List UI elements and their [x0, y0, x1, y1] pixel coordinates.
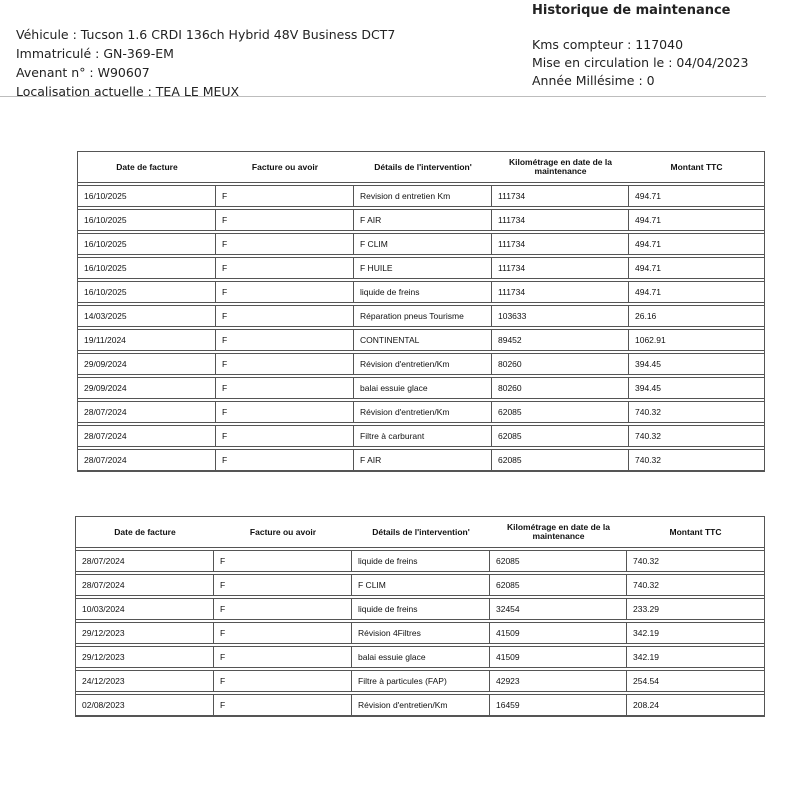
- amount-cell: 1062.91: [629, 329, 764, 351]
- invoice-type-cell: F: [216, 353, 354, 375]
- mileage-cell: 111734: [492, 209, 629, 231]
- amount-cell: 494.71: [629, 281, 764, 303]
- mileage-cell: 80260: [492, 377, 629, 399]
- invoice-type-cell: F: [216, 305, 354, 327]
- mileage-cell: 16459: [490, 694, 627, 716]
- mileage-cell: 111734: [492, 281, 629, 303]
- table-header-row: [76, 517, 764, 548]
- invoice-date-cell: 28/07/2024: [78, 401, 216, 423]
- invoice-date-cell: 19/11/2024: [78, 329, 216, 351]
- intervention-details-cell: balai essuie glace: [352, 646, 490, 668]
- intervention-details-cell: F AIR: [354, 209, 492, 231]
- table-row: [78, 209, 764, 231]
- column-header-amount: Montant TTC: [629, 152, 764, 183]
- mileage-cell: 41509: [490, 646, 627, 668]
- table-row: [78, 257, 764, 279]
- invoice-type-cell: F: [216, 281, 354, 303]
- column-header-mileage: Kilométrage en date de la maintenance: [492, 152, 629, 183]
- invoice-type-cell: F: [216, 329, 354, 351]
- invoice-date-cell: 10/03/2024: [76, 598, 214, 620]
- table-row: [78, 449, 764, 471]
- intervention-details-cell: Révision d'entretien/Km: [354, 401, 492, 423]
- table-header-row: [78, 152, 764, 183]
- amount-cell: 494.71: [629, 185, 764, 207]
- registration-date: Mise en circulation le : 04/04/2023: [532, 55, 749, 70]
- invoice-type-cell: F: [216, 185, 354, 207]
- invoice-type-cell: F: [216, 425, 354, 447]
- column-header-invoice-type: Facture ou avoir: [216, 152, 354, 183]
- table-row: [78, 281, 764, 303]
- intervention-details-cell: Révision 4Filtres: [352, 622, 490, 644]
- invoice-type-cell: F: [216, 401, 354, 423]
- invoice-date-cell: 28/07/2024: [76, 574, 214, 596]
- intervention-details-cell: liquide de freins: [352, 550, 490, 572]
- invoice-date-cell: 16/10/2025: [78, 185, 216, 207]
- column-header-mileage: Kilométrage en date de la maintenance: [490, 517, 627, 548]
- invoice-date-cell: 29/12/2023: [76, 646, 214, 668]
- column-header-invoice-date: Date de facture: [76, 517, 214, 548]
- amount-cell: 740.32: [627, 574, 764, 596]
- table-row: [76, 670, 764, 692]
- intervention-details-cell: F AIR: [354, 449, 492, 471]
- maintenance-history-summary: [532, 2, 748, 90]
- table-row: [78, 329, 764, 351]
- intervention-details-cell: liquide de freins: [354, 281, 492, 303]
- invoice-type-cell: F: [216, 377, 354, 399]
- table-row: [76, 598, 764, 620]
- invoice-date-cell: 16/10/2025: [78, 257, 216, 279]
- invoice-date-cell: 28/07/2024: [76, 550, 214, 572]
- amount-cell: 494.71: [629, 233, 764, 255]
- intervention-details-cell: Revision d entretien Km: [354, 185, 492, 207]
- invoice-type-cell: F: [214, 622, 352, 644]
- invoice-date-cell: 29/09/2024: [78, 377, 216, 399]
- invoice-type-cell: F: [214, 670, 352, 692]
- header-divider: [0, 96, 766, 97]
- invoice-date-cell: 16/10/2025: [78, 281, 216, 303]
- intervention-details-cell: F HUILE: [354, 257, 492, 279]
- column-header-intervention-details: Détails de l'intervention': [354, 152, 492, 183]
- amount-cell: 394.45: [629, 353, 764, 375]
- table-row: [76, 646, 764, 668]
- mileage-cell: 89452: [492, 329, 629, 351]
- mileage-cell: 62085: [490, 550, 627, 572]
- invoice-date-cell: 29/12/2023: [76, 622, 214, 644]
- amount-cell: 740.32: [629, 449, 764, 471]
- vehicle-location: Localisation actuelle : TEA LE MEUX: [16, 84, 240, 99]
- table-row: [78, 377, 764, 399]
- mileage-cell: 111734: [492, 185, 629, 207]
- table-body: [78, 183, 764, 471]
- invoice-date-cell: 29/09/2024: [78, 353, 216, 375]
- amount-cell: 740.32: [627, 550, 764, 572]
- amount-cell: 254.54: [627, 670, 764, 692]
- intervention-details-cell: Révision d'entretien/Km: [352, 694, 490, 716]
- intervention-details-cell: liquide de freins: [352, 598, 490, 620]
- intervention-details-cell: Filtre à particules (FAP): [352, 670, 490, 692]
- vehicle-registration: Immatriculé : GN-369-EM: [16, 46, 174, 61]
- amount-cell: 208.24: [627, 694, 764, 716]
- odometer-reading: Kms compteur : 117040: [532, 37, 684, 52]
- column-header-amount: Montant TTC: [627, 517, 764, 548]
- mileage-cell: 111734: [492, 233, 629, 255]
- intervention-details-cell: Réparation pneus Tourisme: [354, 305, 492, 327]
- intervention-details-cell: CONTINENTAL: [354, 329, 492, 351]
- maintenance-table-2: [75, 516, 765, 717]
- invoice-type-cell: F: [214, 574, 352, 596]
- mileage-cell: 32454: [490, 598, 627, 620]
- invoice-type-cell: F: [216, 233, 354, 255]
- amount-cell: 740.32: [629, 425, 764, 447]
- invoice-type-cell: F: [216, 257, 354, 279]
- invoice-type-cell: F: [214, 598, 352, 620]
- table-row: [78, 401, 764, 423]
- table-row: [78, 425, 764, 447]
- column-header-invoice-date: Date de facture: [78, 152, 216, 183]
- mileage-cell: 42923: [490, 670, 627, 692]
- invoice-type-cell: F: [214, 694, 352, 716]
- vehicle-amendment: Avenant n° : W90607: [16, 65, 150, 80]
- mileage-cell: 62085: [490, 574, 627, 596]
- invoice-date-cell: 14/03/2025: [78, 305, 216, 327]
- intervention-details-cell: Filtre à carburant: [354, 425, 492, 447]
- intervention-details-cell: F CLIM: [352, 574, 490, 596]
- table-row: [78, 233, 764, 255]
- invoice-type-cell: F: [214, 550, 352, 572]
- invoice-type-cell: F: [216, 209, 354, 231]
- amount-cell: 233.29: [627, 598, 764, 620]
- table-row: [76, 694, 764, 716]
- invoice-date-cell: 16/10/2025: [78, 233, 216, 255]
- intervention-details-cell: balai essuie glace: [354, 377, 492, 399]
- maintenance-table-1: [77, 151, 765, 472]
- column-header-intervention-details: Détails de l'intervention': [352, 517, 490, 548]
- intervention-details-cell: Révision d'entretien/Km: [354, 353, 492, 375]
- amount-cell: 740.32: [629, 401, 764, 423]
- invoice-date-cell: 16/10/2025: [78, 209, 216, 231]
- table-row: [78, 185, 764, 207]
- mileage-cell: 62085: [492, 449, 629, 471]
- amount-cell: 26.16: [629, 305, 764, 327]
- table-row: [78, 353, 764, 375]
- mileage-cell: 41509: [490, 622, 627, 644]
- table-row: [76, 550, 764, 572]
- invoice-type-cell: F: [214, 646, 352, 668]
- vehicle-info: [16, 25, 395, 101]
- table-body: [76, 548, 764, 716]
- intervention-details-cell: F CLIM: [354, 233, 492, 255]
- mileage-cell: 80260: [492, 353, 629, 375]
- vintage-year: Année Millésime : 0: [532, 73, 655, 88]
- page-title: Historique de maintenance: [532, 3, 731, 18]
- mileage-cell: 103633: [492, 305, 629, 327]
- table-row: [76, 574, 764, 596]
- vehicle-model: Véhicule : Tucson 1.6 CRDI 136ch Hybrid 48V Business DCT7: [16, 27, 396, 42]
- amount-cell: 394.45: [629, 377, 764, 399]
- invoice-date-cell: 24/12/2023: [76, 670, 214, 692]
- amount-cell: 494.71: [629, 257, 764, 279]
- amount-cell: 494.71: [629, 209, 764, 231]
- amount-cell: 342.19: [627, 622, 764, 644]
- invoice-type-cell: F: [216, 449, 354, 471]
- mileage-cell: 62085: [492, 425, 629, 447]
- amount-cell: 342.19: [627, 646, 764, 668]
- table-row: [78, 305, 764, 327]
- table-row: [76, 622, 764, 644]
- invoice-date-cell: 02/08/2023: [76, 694, 214, 716]
- mileage-cell: 62085: [492, 401, 629, 423]
- mileage-cell: 111734: [492, 257, 629, 279]
- invoice-date-cell: 28/07/2024: [78, 449, 216, 471]
- invoice-date-cell: 28/07/2024: [78, 425, 216, 447]
- column-header-invoice-type: Facture ou avoir: [214, 517, 352, 548]
